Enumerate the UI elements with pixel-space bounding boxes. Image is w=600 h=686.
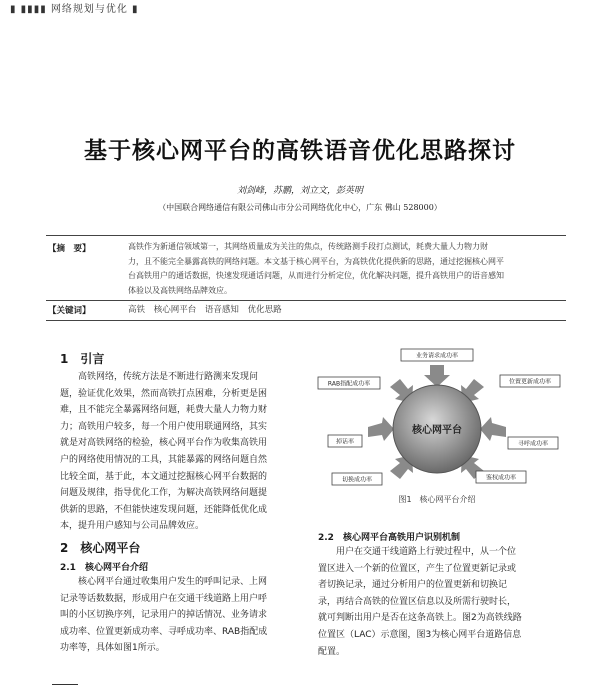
- section-2-1-line: 记录等话数数据，形成用户在交通干线道路上用户呼: [60, 593, 268, 604]
- abstract-line: 体验以及高铁网络品牌效应。: [128, 285, 232, 295]
- section-2-2-line: 就可判断出用户是否在这条高铁上。图2为高铁线路: [318, 613, 522, 624]
- arrow-right: [480, 417, 506, 441]
- section-2-heading: 2 核心网平台: [60, 541, 141, 555]
- metric-label: 业务请求成功率: [415, 352, 459, 360]
- keywords-label: 【关键词】: [48, 306, 91, 316]
- section-2-2-heading: 2.2 核心网平台高铁用户识别机制: [318, 533, 460, 543]
- figure-1-diagram: [310, 343, 564, 508]
- figure-1: [310, 343, 564, 508]
- authors: 刘剑峰，苏鹏，刘立文，彭英明: [236, 186, 363, 196]
- paper-title: 基于核心网平台的高铁语音优化思路探讨: [84, 138, 516, 164]
- arrow-top: [424, 365, 450, 387]
- section-2-1-line: 功率等，具体如图1所示。: [60, 643, 165, 654]
- section-1-line: 供新的思路，不但能快速发现问题，还能降低优化成: [60, 504, 268, 515]
- section-2-1-body: [60, 574, 298, 657]
- keywords-bottom-rule: [46, 320, 566, 321]
- section-2-2-line: 置区进入一个新的位置区，产生了位置更新记录或: [318, 563, 517, 574]
- affiliation: （中国联合网络通信有限公司佛山市分公司网络优化中心，广东 佛山 528000）: [158, 203, 442, 212]
- section-1-line: 问题及规律，指导优化工作，为解决高铁网络问题提: [60, 488, 268, 499]
- section-1-line: 力；高铁用户较多，每一个用户使用联通网络，其实: [60, 421, 268, 432]
- abstract-line: 台高铁用户的通话数据，快速发现通话问题，从而进行分析定位，优化解决问题，提升高铁用户的语音感知: [128, 271, 504, 280]
- abstract-label: 【摘 要】: [48, 244, 91, 254]
- section-1-heading: 1 引言: [60, 352, 105, 366]
- section-1-line: 本，提升用户感知与公司品牌效应。: [60, 521, 205, 532]
- section-2-1-line: 核心网平台通过收集用户发生的呼叫记录、上网: [78, 577, 268, 587]
- metric-label: 鉴权成功率: [485, 474, 517, 482]
- section-1-line: 比较全面，基于此，本文通过挖掘核心网平台数据的: [60, 471, 268, 482]
- section-1-line: 就是对高铁网络的检验，核心网平台作为收集高铁用: [60, 438, 268, 449]
- section-2-2-line: 录，再结合高铁的位置区信息以及所需行驶时长，: [318, 596, 517, 607]
- section-1-line: 题，验证优化效果，然而高铁打点困难，分析更是困: [60, 388, 268, 399]
- metric-label: 切换成功率: [341, 476, 373, 484]
- running-header-label: 网络规划与优化: [50, 4, 128, 15]
- core-label: 核心网平台: [412, 425, 462, 436]
- abstract-line: 力，且不能完全暴露高铁的网络问题。本文基于核心网平台，为高铁优化提供新的思路，通过挖掘核心网平: [128, 256, 504, 266]
- section-2-2-line: 配置。: [318, 646, 346, 657]
- metric-label: 位置更新成功率: [508, 378, 552, 386]
- arrow-left: [368, 417, 394, 441]
- section-2-2-line: 位置区（LAC）示意图，图3为核心网平台道路信息: [318, 629, 522, 640]
- section-2-2-line: 者切换记录，通过分析用户的位置更新和切换记: [318, 580, 508, 591]
- keywords-rule: [46, 300, 566, 301]
- section-2-1-heading: 2.1 核心网平台介绍: [60, 563, 148, 573]
- section-2-1-line: 叫的小区切换序列，记录用户的掉话情况、业务请求: [60, 610, 268, 621]
- running-header: ▮ ▮▮▮▮ 网络规划与优化 ▮: [10, 4, 139, 15]
- footnote-rule: [52, 684, 78, 685]
- section-1-line: 难，且不能完全暴露网络问题，耗费大量人力物力财: [60, 405, 268, 416]
- section-1-line: 户的网络使用情况的工具，其能暴露的网络问题自然: [60, 454, 268, 465]
- section-2-1-line: 成功率、位置更新成功率、寻呼成功率、RAB指配成: [60, 626, 268, 637]
- metric-label: 掉话率: [335, 438, 355, 446]
- keywords-text: 高铁 核心网平台 语音感知 优化思路: [128, 305, 282, 315]
- abstract-text: [128, 240, 564, 298]
- section-1-body: [60, 369, 298, 535]
- abstract-top-rule: [46, 235, 566, 236]
- section-1-line: 高铁网络，传统方法是不断进行路测来发现问: [78, 372, 259, 382]
- section-2-2-body: [318, 544, 564, 660]
- metric-label: 寻呼成功率: [517, 440, 549, 448]
- section-2-2-line: 用户在交通干线道路上行驶过程中，从一个位: [336, 547, 517, 557]
- figure-1-caption: 图1 核心网平台介绍: [398, 495, 476, 504]
- abstract-line: 高铁作为新通信领域第一，其网络质量成为关注的焦点，传统路测手段打点测试，耗费大量人力物力财: [128, 242, 488, 251]
- metric-label: RAB指配成功率: [327, 380, 371, 388]
